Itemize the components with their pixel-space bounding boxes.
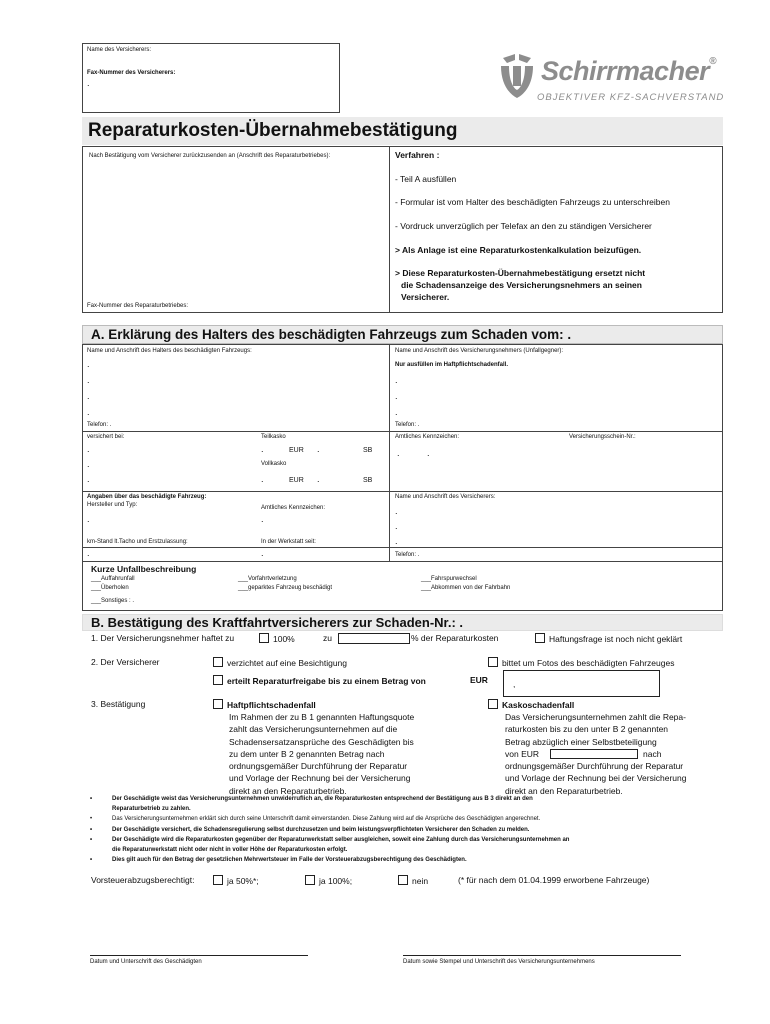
liability-case-text — [229, 711, 414, 797]
holder-phone[interactable]: Telefon: . — [87, 422, 112, 428]
accident-off-road[interactable]: ___Abkommen von der Fahrbahn — [421, 585, 511, 591]
kasko-deductible-field[interactable] — [550, 749, 638, 759]
kasko-case-line: direkt an den Reparaturbetrieb. — [505, 785, 623, 796]
company-logo — [495, 50, 725, 110]
maker-value[interactable]: . — [87, 514, 90, 524]
vat-no-checkbox[interactable] — [398, 875, 408, 885]
insurer-name-label-2: Name und Anschrift des Versicherers: — [395, 494, 496, 500]
workshop-fax-label: Fax-Nummer des Reparaturbetriebes: — [87, 303, 189, 309]
liability-case-checkbox[interactable] — [213, 699, 223, 709]
liability-100-option[interactable] — [259, 633, 295, 645]
bullet-dot-icon: • — [90, 857, 93, 863]
no-inspection-checkbox[interactable] — [213, 657, 223, 667]
step-2: - Formular ist vom Halter des beschädigten Fahrzeugs zu unterschreiben — [395, 197, 670, 207]
km-label: km-Stand lt.Tacho und Erstzulassung: — [87, 539, 188, 545]
insurer-fax-label: Fax-Nummer des Versicherers: — [87, 70, 176, 76]
accident-overtaking[interactable]: ___Überholen — [91, 585, 129, 591]
insured-at-line-3[interactable]: . — [87, 474, 90, 484]
repair-release-label: erteilt Reparaturfreigabe bis zu einem Betrag von — [227, 676, 426, 686]
term-4-line-1: Der Geschädigte wird die Reparaturkosten gegenüber der Reparaturwerkstatt selber ausgleichen, soweit eine Zahlung durch das Versicherungsunternehmen an — [112, 837, 570, 843]
insured-at-label: versichert bei: — [87, 434, 125, 440]
accident-rear-end[interactable]: ___Auffahrunfall — [91, 576, 135, 582]
kasko-case-line: Das Versicherungsunternehmen zahlt die Repa- — [505, 712, 686, 722]
vat-50-label: ja 50%*; — [227, 876, 259, 886]
kasko-case-text — [505, 711, 686, 797]
confirmation-label: 3. Bestätigung — [91, 699, 146, 709]
workshop-since-label: In der Werkstatt seit: — [261, 539, 316, 545]
signature-right-label: Datum sowie Stempel und Unterschrift des Versicherungsunternehmens — [403, 959, 595, 965]
vollkasko-sb: SB — [363, 477, 373, 484]
bullet-dot-icon: • — [90, 827, 93, 833]
teilkasko-amount[interactable]: . — [261, 444, 264, 454]
vat-100-option[interactable] — [305, 875, 352, 887]
page-title: Reparaturkosten-Übernahmebestätigung — [88, 120, 458, 141]
holder-line-3[interactable]: . — [87, 391, 90, 401]
section-a-title: A. Erklärung des Halters des beschädigten Fahrzeugs zum Schaden vom: . — [91, 327, 572, 342]
logo-emblem-icon — [495, 52, 539, 100]
maker-label: Hersteller und Typ: — [87, 502, 138, 508]
vehicle-info-label: Angaben über das beschädigte Fahrzeug: — [87, 494, 207, 500]
term-4-line-2: die Reparaturwerkstatt nicht oder nicht in voller Höhe der Reparaturkosten erfolgt. — [112, 847, 348, 853]
opponent-line-3[interactable]: . — [395, 391, 398, 401]
photos-option[interactable] — [488, 657, 674, 669]
step-1: - Teil A ausfüllen — [395, 174, 457, 184]
section-a-grid — [82, 344, 723, 562]
kasko-case-title: Kaskoschadenfall — [502, 700, 575, 710]
vollkasko-amount[interactable]: . — [261, 474, 264, 484]
liability-suffix: % der Reparaturkosten — [411, 633, 499, 643]
vollkasko-sb-amount[interactable]: . — [317, 474, 320, 484]
vat-note: (* für nach dem 01.04.1999 erworbene Fahrzeuge) — [458, 875, 650, 885]
kasko-deductible-label: von EUR — [505, 748, 540, 759]
logo-registered-mark: ® — [709, 56, 716, 67]
insurer-fax-value[interactable]: . — [87, 78, 90, 88]
workshop-since-value[interactable]: . — [261, 548, 264, 558]
plate-label-2: Amtliches Kennzeichen: — [261, 505, 326, 511]
liability-percent-field[interactable] — [338, 633, 410, 644]
accident-other[interactable]: ___Sonstiges : . — [91, 598, 135, 604]
signature-line-right[interactable] — [403, 955, 681, 956]
repair-release-option[interactable] — [213, 675, 426, 687]
teilkasko-sb-amount[interactable]: . — [317, 444, 320, 454]
teilkasko-eur: EUR — [289, 447, 304, 454]
section-a-heading — [82, 325, 723, 344]
liability-prefix: 1. Der Versicherungsnehmer haftet zu — [91, 633, 235, 643]
vat-no-label: nein — [412, 876, 429, 886]
opponent-line-2[interactable]: . — [395, 375, 398, 385]
photos-checkbox[interactable] — [488, 657, 498, 667]
kasko-deductible-suffix: nach — [643, 748, 662, 759]
logo-name: Schirrmacher — [541, 56, 710, 86]
insurer-name-label: Name des Versicherers: — [87, 47, 152, 53]
bullet-dot-icon: • — [90, 796, 93, 802]
signature-left-label: Datum und Unterschrift des Geschädigten — [90, 959, 202, 965]
vollkasko-label: Vollkasko — [261, 461, 287, 467]
holder-line-2[interactable]: . — [87, 375, 90, 385]
vat-50-option[interactable] — [213, 875, 259, 887]
liability-open-label: Haftungsfrage ist noch nicht geklärt — [549, 634, 683, 644]
liability-case-line: Schadensersatzansprüche des Geschädigten bis — [229, 736, 414, 747]
vat-50-checkbox[interactable] — [213, 875, 223, 885]
repair-release-eur: EUR — [470, 675, 488, 685]
vat-label: Vorsteuerabzugsberechtigt: — [91, 875, 195, 885]
term-2: Das Versicherungsunternehmen erklärt sich durch seine Unterschrift damit einverstanden. Diese Zahlung wird auf die Ansprüche des Geschädigten angerechnet. — [112, 816, 541, 822]
liability-case-line: Im Rahmen der zu B 1 genannten Haftungsquote — [229, 712, 415, 722]
return-address-label: Nach Bestätigung vom Versicherer zurückzusenden an (Anschrift des Reparaturbetriebes): — [89, 153, 331, 159]
liability-open-checkbox[interactable] — [535, 633, 545, 643]
opponent-line-4[interactable]: . — [395, 407, 398, 417]
term-5: Dies gilt auch für den Betrag der gesetzlichen Mehrwertsteuer im Falle der Vorsteuerabzugsberechtigung des Geschädigten. — [112, 857, 467, 863]
holder-label: Name und Anschrift des Halters des beschädigten Fahrzeugs: — [87, 348, 252, 354]
note-replacement-1: > Diese Reparaturkosten-Übernahmebestätigung ersetzt nicht — [395, 268, 646, 278]
liability-case-line: und Vorlage der Rechnung bei der Versicherung — [229, 773, 411, 784]
plate-value[interactable]: . — [397, 448, 400, 458]
insurer-phone[interactable]: Telefon: . — [395, 552, 420, 558]
opponent-phone[interactable]: Telefon: . — [395, 422, 420, 428]
insurer-row-label: 2. Der Versicherer — [91, 657, 160, 667]
verfahren-title: Verfahren : — [395, 150, 440, 160]
opponent-note: Nur ausfüllen im Haftpflichtschadenfall. — [395, 362, 509, 368]
holder-line-1[interactable]: . — [87, 359, 90, 369]
step-3: - Vordruck unverzüglich per Telefax an den zu ständigen Versicherer — [395, 221, 652, 231]
insurer-box — [82, 43, 340, 113]
accident-right-of-way[interactable]: ___Vorfahrtverletzung — [238, 576, 297, 582]
section-b-heading — [82, 614, 723, 631]
bullet-dot-icon: • — [90, 816, 93, 822]
note-replacement-3: Versicherer. — [401, 292, 450, 302]
bullet-dot-icon: • — [90, 837, 93, 843]
note-calculation: > Als Anlage ist eine Reparaturkostenkalkulation beizufügen. — [395, 245, 642, 255]
kasko-case-line: Betrag abzüglich einer Selbstbeteiligung — [505, 736, 657, 747]
kasko-case-checkbox[interactable] — [488, 699, 498, 709]
vat-100-checkbox[interactable] — [305, 875, 315, 885]
logo-tagline: OBJEKTIVER KFZ-SACHVERSTAND — [537, 92, 725, 103]
liability-case-line: zahlt das Versicherungsunternehmen auf die — [229, 724, 398, 735]
insurer-line-1[interactable]: . — [395, 506, 398, 516]
opponent-label: Name und Anschrift des Versicherungsnehmers (Unfallgegner): — [395, 348, 564, 354]
liability-case-option[interactable] — [213, 699, 316, 711]
no-inspection-label: verzichtet auf eine Besichtigung — [227, 658, 348, 668]
insurer-line-2[interactable]: . — [395, 521, 398, 531]
liability-case-line: ordnungsgemäßer Durchführung der Reparatur — [229, 761, 408, 772]
plate-label: Amtliches Kennzeichen: — [395, 434, 460, 440]
policy-label: Versicherungsschein-Nr.: — [569, 434, 636, 440]
policy-value[interactable]: . — [427, 448, 430, 458]
repair-release-amount-field[interactable] — [503, 670, 660, 697]
insurer-line-3[interactable]: . — [395, 536, 398, 546]
note-replacement-2: die Schadensanzeige des Versicherungsnehmers an seinen — [401, 280, 642, 290]
section-b-title: B. Bestätigung des Kraftfahrtversicherers zur Schaden-Nr.: . — [91, 615, 464, 630]
repair-release-amount: , — [513, 679, 516, 689]
logo-wordmark — [541, 56, 716, 87]
vat-100-label: ja 100%; — [319, 876, 353, 886]
accident-parked[interactable]: ___geparktes Fahrzeug beschädigt — [238, 585, 333, 591]
kasko-case-line: ordnungsgemäßer Durchführung der Reparatur — [505, 761, 684, 772]
liability-open-option[interactable] — [535, 633, 682, 645]
plate-value-2[interactable]: . — [261, 514, 264, 524]
accident-box — [82, 562, 723, 611]
vat-no-option[interactable] — [398, 875, 428, 887]
signature-line-left[interactable] — [90, 955, 308, 956]
no-inspection-option[interactable] — [213, 657, 347, 669]
teilkasko-sb: SB — [363, 447, 373, 454]
liability-100-label: 100% — [273, 634, 295, 644]
title-bar — [82, 117, 723, 145]
kasko-case-option[interactable] — [488, 699, 574, 711]
photos-label: bittet um Fotos des beschädigten Fahrzeuges — [502, 658, 675, 668]
term-3: Der Geschädigte versichert, die Schadensregulierung selbst durchzusetzen und beim leistungsverpflichteten Versicherer den Schaden zu melden. — [112, 827, 530, 833]
insured-at-line-1[interactable]: . — [87, 444, 90, 454]
workshop-box — [82, 146, 723, 313]
kasko-case-line: und Vorlage der Rechnung bei der Versicherung — [505, 773, 687, 784]
accident-lane-change[interactable]: ___Fahrspurwechsel — [421, 576, 477, 582]
teilkasko-label: Teilkasko — [261, 434, 286, 440]
insured-at-line-2[interactable]: . — [87, 459, 90, 469]
accident-title: Kurze Unfallbeschreibung — [91, 564, 197, 574]
liability-case-line: direkt an den Reparaturbetrieb. — [229, 785, 347, 796]
term-1-line-1: Der Geschädigte weist das Versicherungsunternehmen unwiderruflich an, die Reparaturkosten entsprechend der Bestätigung aus B 3 direkt an den — [112, 796, 533, 802]
repair-release-checkbox[interactable] — [213, 675, 223, 685]
holder-line-4[interactable]: . — [87, 407, 90, 417]
term-1-line-2: Reparaturbetrieb zu zahlen. — [112, 806, 191, 812]
vollkasko-eur: EUR — [289, 477, 304, 484]
liability-case-title: Haftpflichtschadenfall — [227, 700, 316, 710]
liability-100-checkbox[interactable] — [259, 633, 269, 643]
kasko-case-line: raturkosten bis zu den unter B 2 genannten — [505, 724, 669, 735]
liability-case-line: zu dem unter B 2 genannten Betrag nach — [229, 748, 385, 759]
liability-zu: zu — [323, 633, 332, 643]
km-value[interactable]: . — [87, 548, 90, 558]
